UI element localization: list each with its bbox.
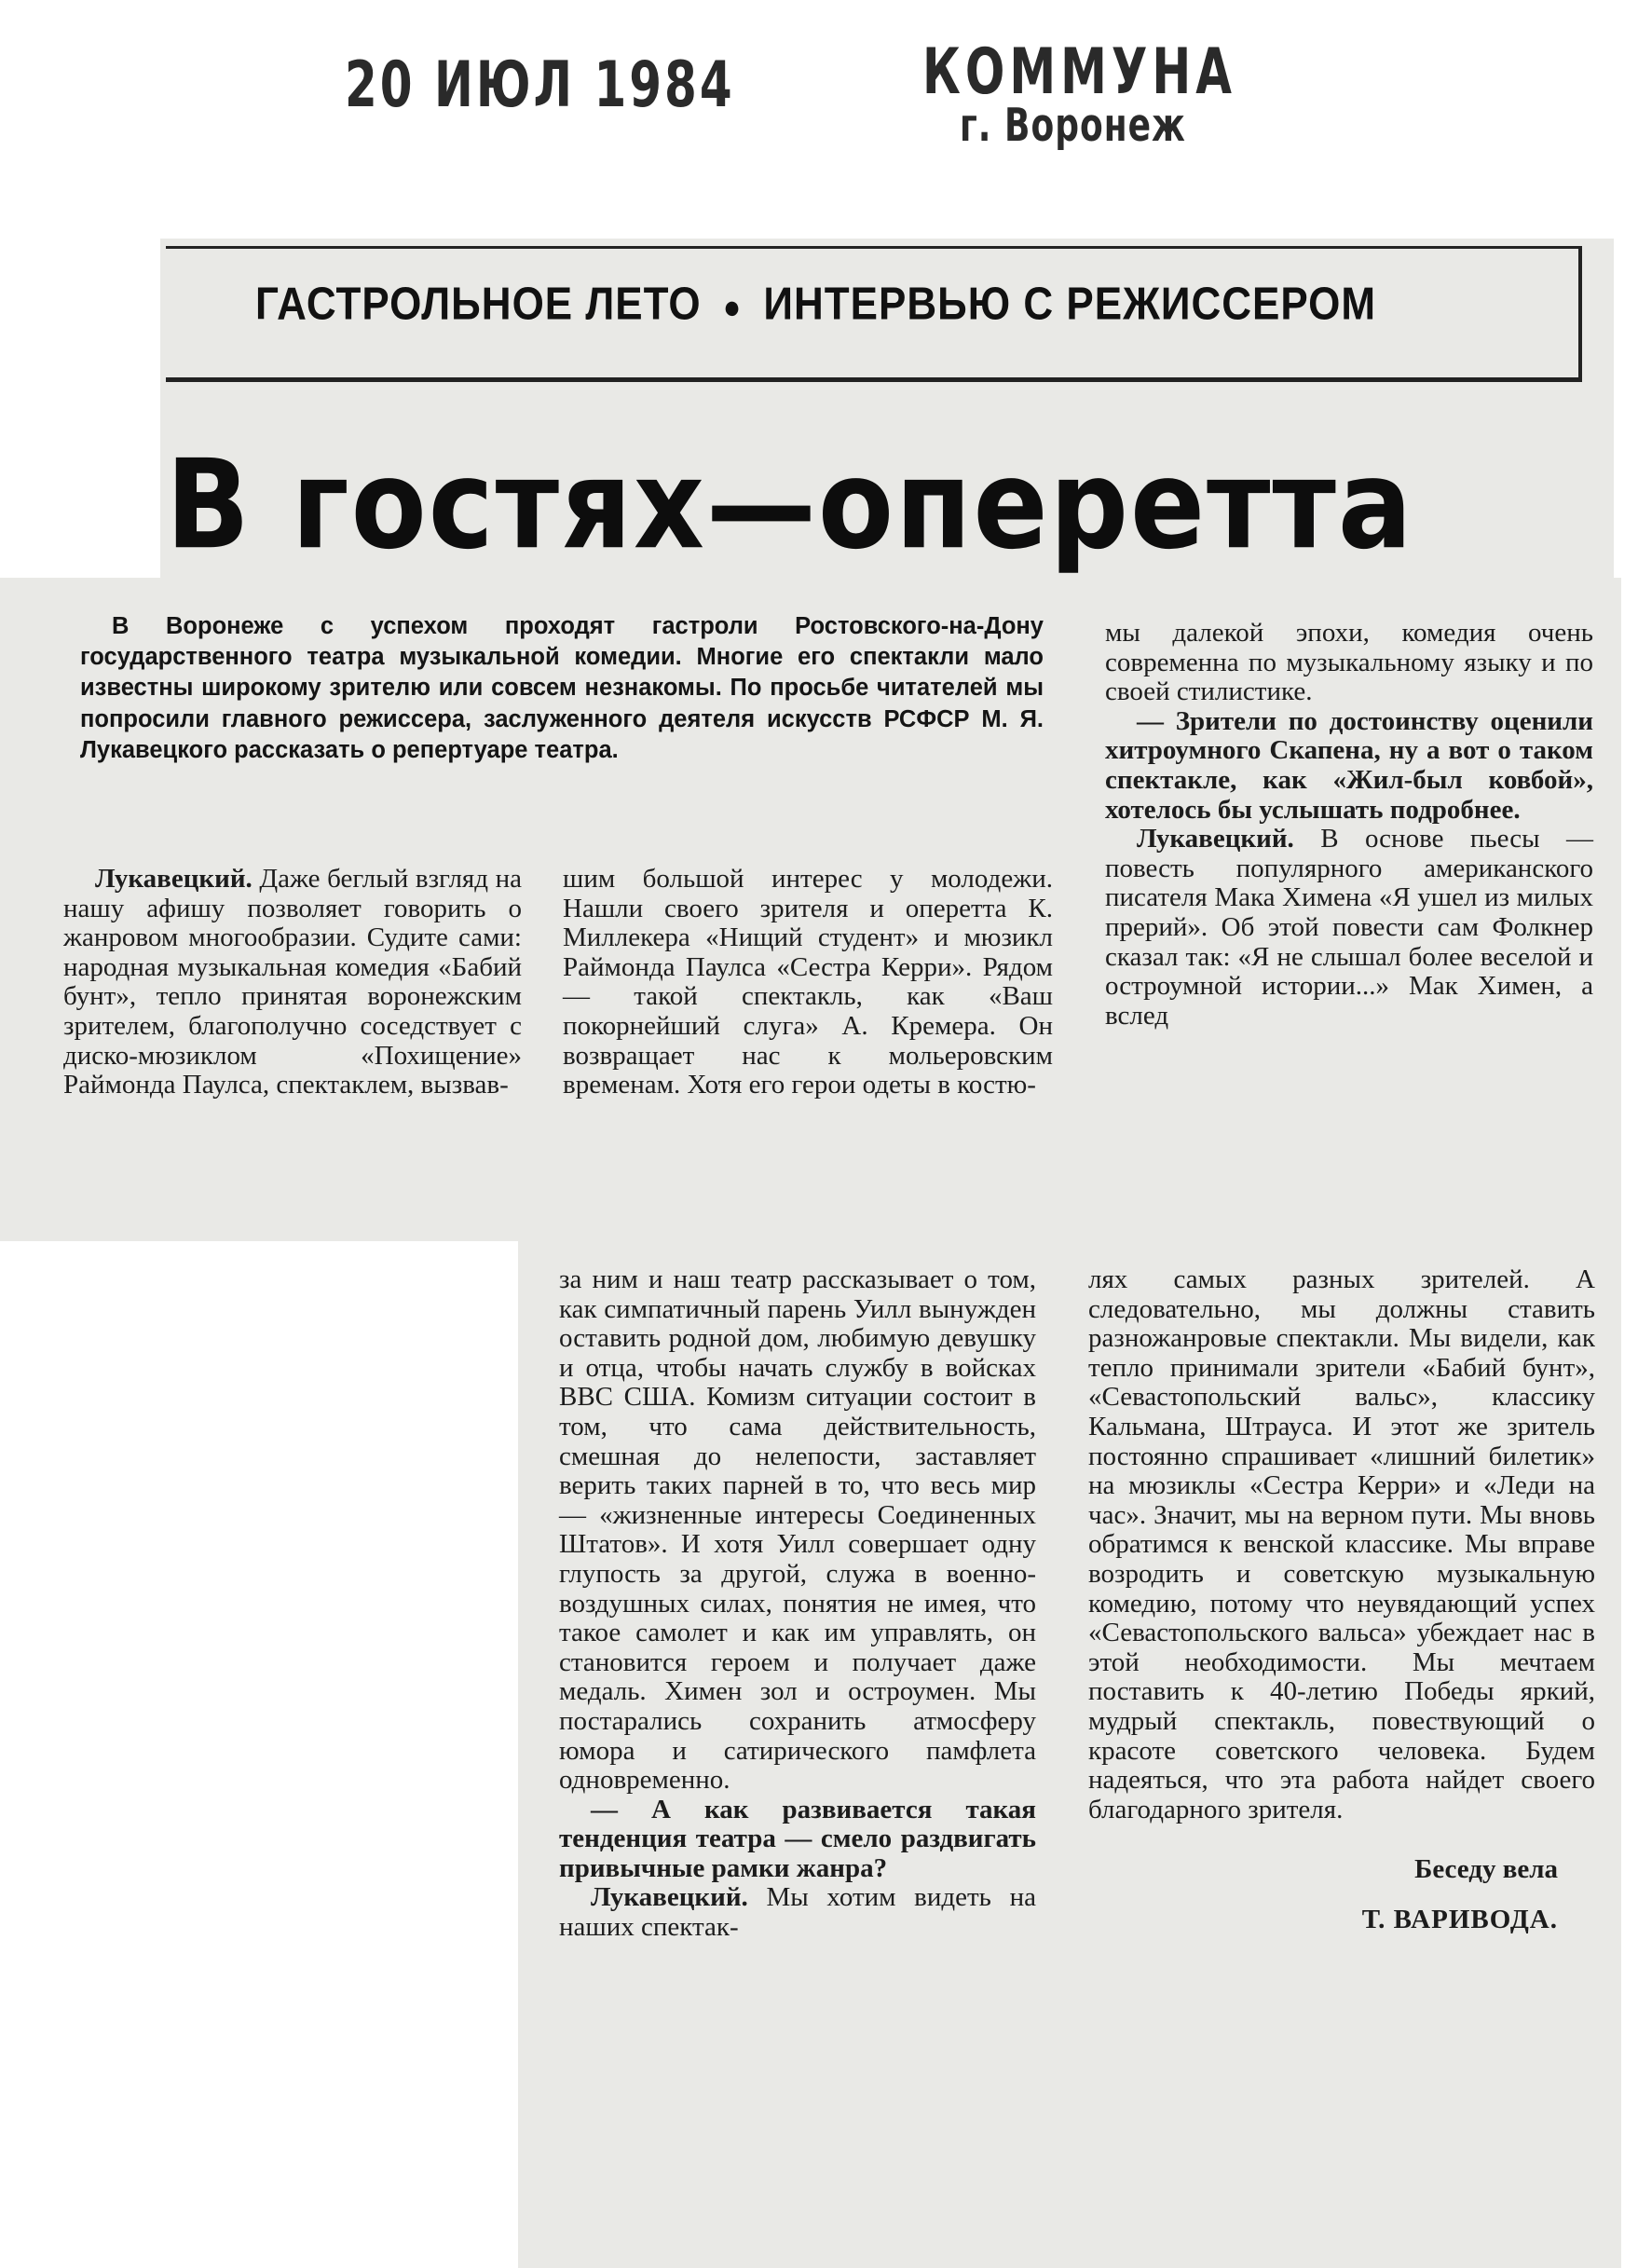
lead-paragraph: В Воронеже с успехом проходят гастроли Ростовского-на-Дону государственного театра музыкальной комедии. Многие его спектакли мало известны широкому зрителю или совсем незнакомы. По просьбе читателей мы попросили главного режиссера, заслуженного деятеля искусств РСФСР М. Я. Лукавецкого рассказать о репертуаре театра.: [80, 613, 1044, 763]
article-column-2: [563, 865, 1053, 1100]
rubric-box: [166, 246, 1582, 382]
answer-paragraph-1: [63, 865, 522, 1100]
answer-paragraph-2: [1105, 825, 1593, 1031]
date-stamp: 20 ИЮЛ 1984: [345, 48, 735, 122]
answer-paragraph-3: [559, 1883, 1036, 1942]
column-4-text: за ним и наш театр рассказывает о том, как симпатичный парень Уилл вынужден оставить родной дом, любимую девушку и отца, чтобы начать службу в войсках ВВС США. Комизм ситуации состоит в том, что сама действительность, смешная до нелепости, заставляет верить таких парней в то, что весь мир — «жизненные интересы Соединенных Штатов». И хотя Уилл совершает одну глупость за другой, служа в военно-воздушных силах, понятия не имея, что такое самолет и как им управлять, он становится героем и получает даже медаль. Химен зол и остроумен. Мы постарались сохранить атмосферу юмора и сатирического памфлета одновременно.: [559, 1264, 1036, 1796]
headline: В гостях—оперетта: [166, 432, 1414, 577]
article-column-5: [1088, 1265, 1595, 1940]
article-column-1: [63, 865, 522, 1100]
rubric-line: [255, 279, 1376, 331]
question-2: — А как развивается такая тенденция театра — смело раздвигать привычные рамки жанра?: [559, 1794, 1036, 1883]
column-5-text: лях самых разных зрителей. А следовательно, мы должны ставить разножанровые спектакли. Мы видели, как тепло принимали зрители «Бабий бунт», «Севастопольский вальс», классику Кальмана, Штрауса. И этот же зритель постоянно спрашивает «лишний билетик» на мюзиклы «Сестра Керри» и «Леди на час». Значит, мы на верном пути. Мы вновь обратимся к венской классике. Мы вправе возродить и советскую музыкальную комедию, потому что неувядающий успех «Севастопольского вальса» убеждает нас в этой необходимости. Мы мечтаем поставить к 40-летию Победы яркий, мудрый спектакль, повествующий о красоте советского человека. Будем надеяться, что эта работа найдет своего благодарного зрителя.: [1088, 1264, 1595, 1824]
column-2-text: шим большой интерес у молодежи. Нашли своего зрителя и оперетта К. Миллекера «Нищий студент» и мюзикл Раймонда Паулса «Сестра Керри». Рядом — такой спектакль, как «Ваш покорнейший слуга» А. Кремера. Он возвращает нас к мольеровским временам. Хотя его герои одеты в костю-: [563, 864, 1053, 1100]
speaker-name: Лукавецкий.: [95, 864, 253, 894]
question-1: — Зрители по достоинству оценили хитроумного Скапена, ну а вот о таком спектакле, как «Жил-был ковбой», хотелось бы услышать подробнее.: [1105, 705, 1593, 825]
article-column-4: [559, 1265, 1036, 1943]
column-4-end: Мы хотим видеть на наших спектак-: [559, 1882, 1036, 1943]
lead-block: [80, 611, 1044, 766]
article-column-3: [1105, 619, 1593, 1031]
newspaper-stamp: КОММУНА: [922, 35, 1236, 109]
signature-line-1: Беседу вела: [1414, 1854, 1558, 1885]
column-3-continuation: мы далекой эпохи, комедия очень современна по музыкальному языку и по своей стилистике.: [1105, 618, 1593, 707]
speaker-name: Лукавецкий.: [591, 1882, 748, 1913]
signature-block: [1088, 1849, 1595, 1940]
speaker-name: Лукавецкий.: [1137, 824, 1294, 854]
rubric-right: ИНТЕРВЬЮ С РЕЖИССЕРОМ: [763, 279, 1377, 330]
column-1-text: Даже беглый взгляд на нашу афишу позволяет говорить о жанровом многообразии. Судите сами: народная музыкальная комедия «Бабий бунт», тепло принятая воронежским зрителем, благополучно соседствует с диско-мюзиклом «Похищение» Раймонда Паулса, спектаклем, вызвав-: [63, 864, 522, 1100]
signature-author: Т. ВАРИВОДА.: [1361, 1905, 1558, 1935]
rubric-left: ГАСТРОЛЬНОЕ ЛЕТО: [255, 279, 702, 330]
column-3-text: В основе пьесы — повесть популярного американского писателя Мака Химена «Я ушел из милых прерий». Об этой повести сам Фолкнер сказал так: «Я не слышал более веселой и остроумной истории...» Мак Химен, а вслед: [1105, 824, 1594, 1031]
rubric-bullet: ●: [722, 287, 743, 326]
city-stamp: г. Воронеж: [960, 101, 1186, 153]
